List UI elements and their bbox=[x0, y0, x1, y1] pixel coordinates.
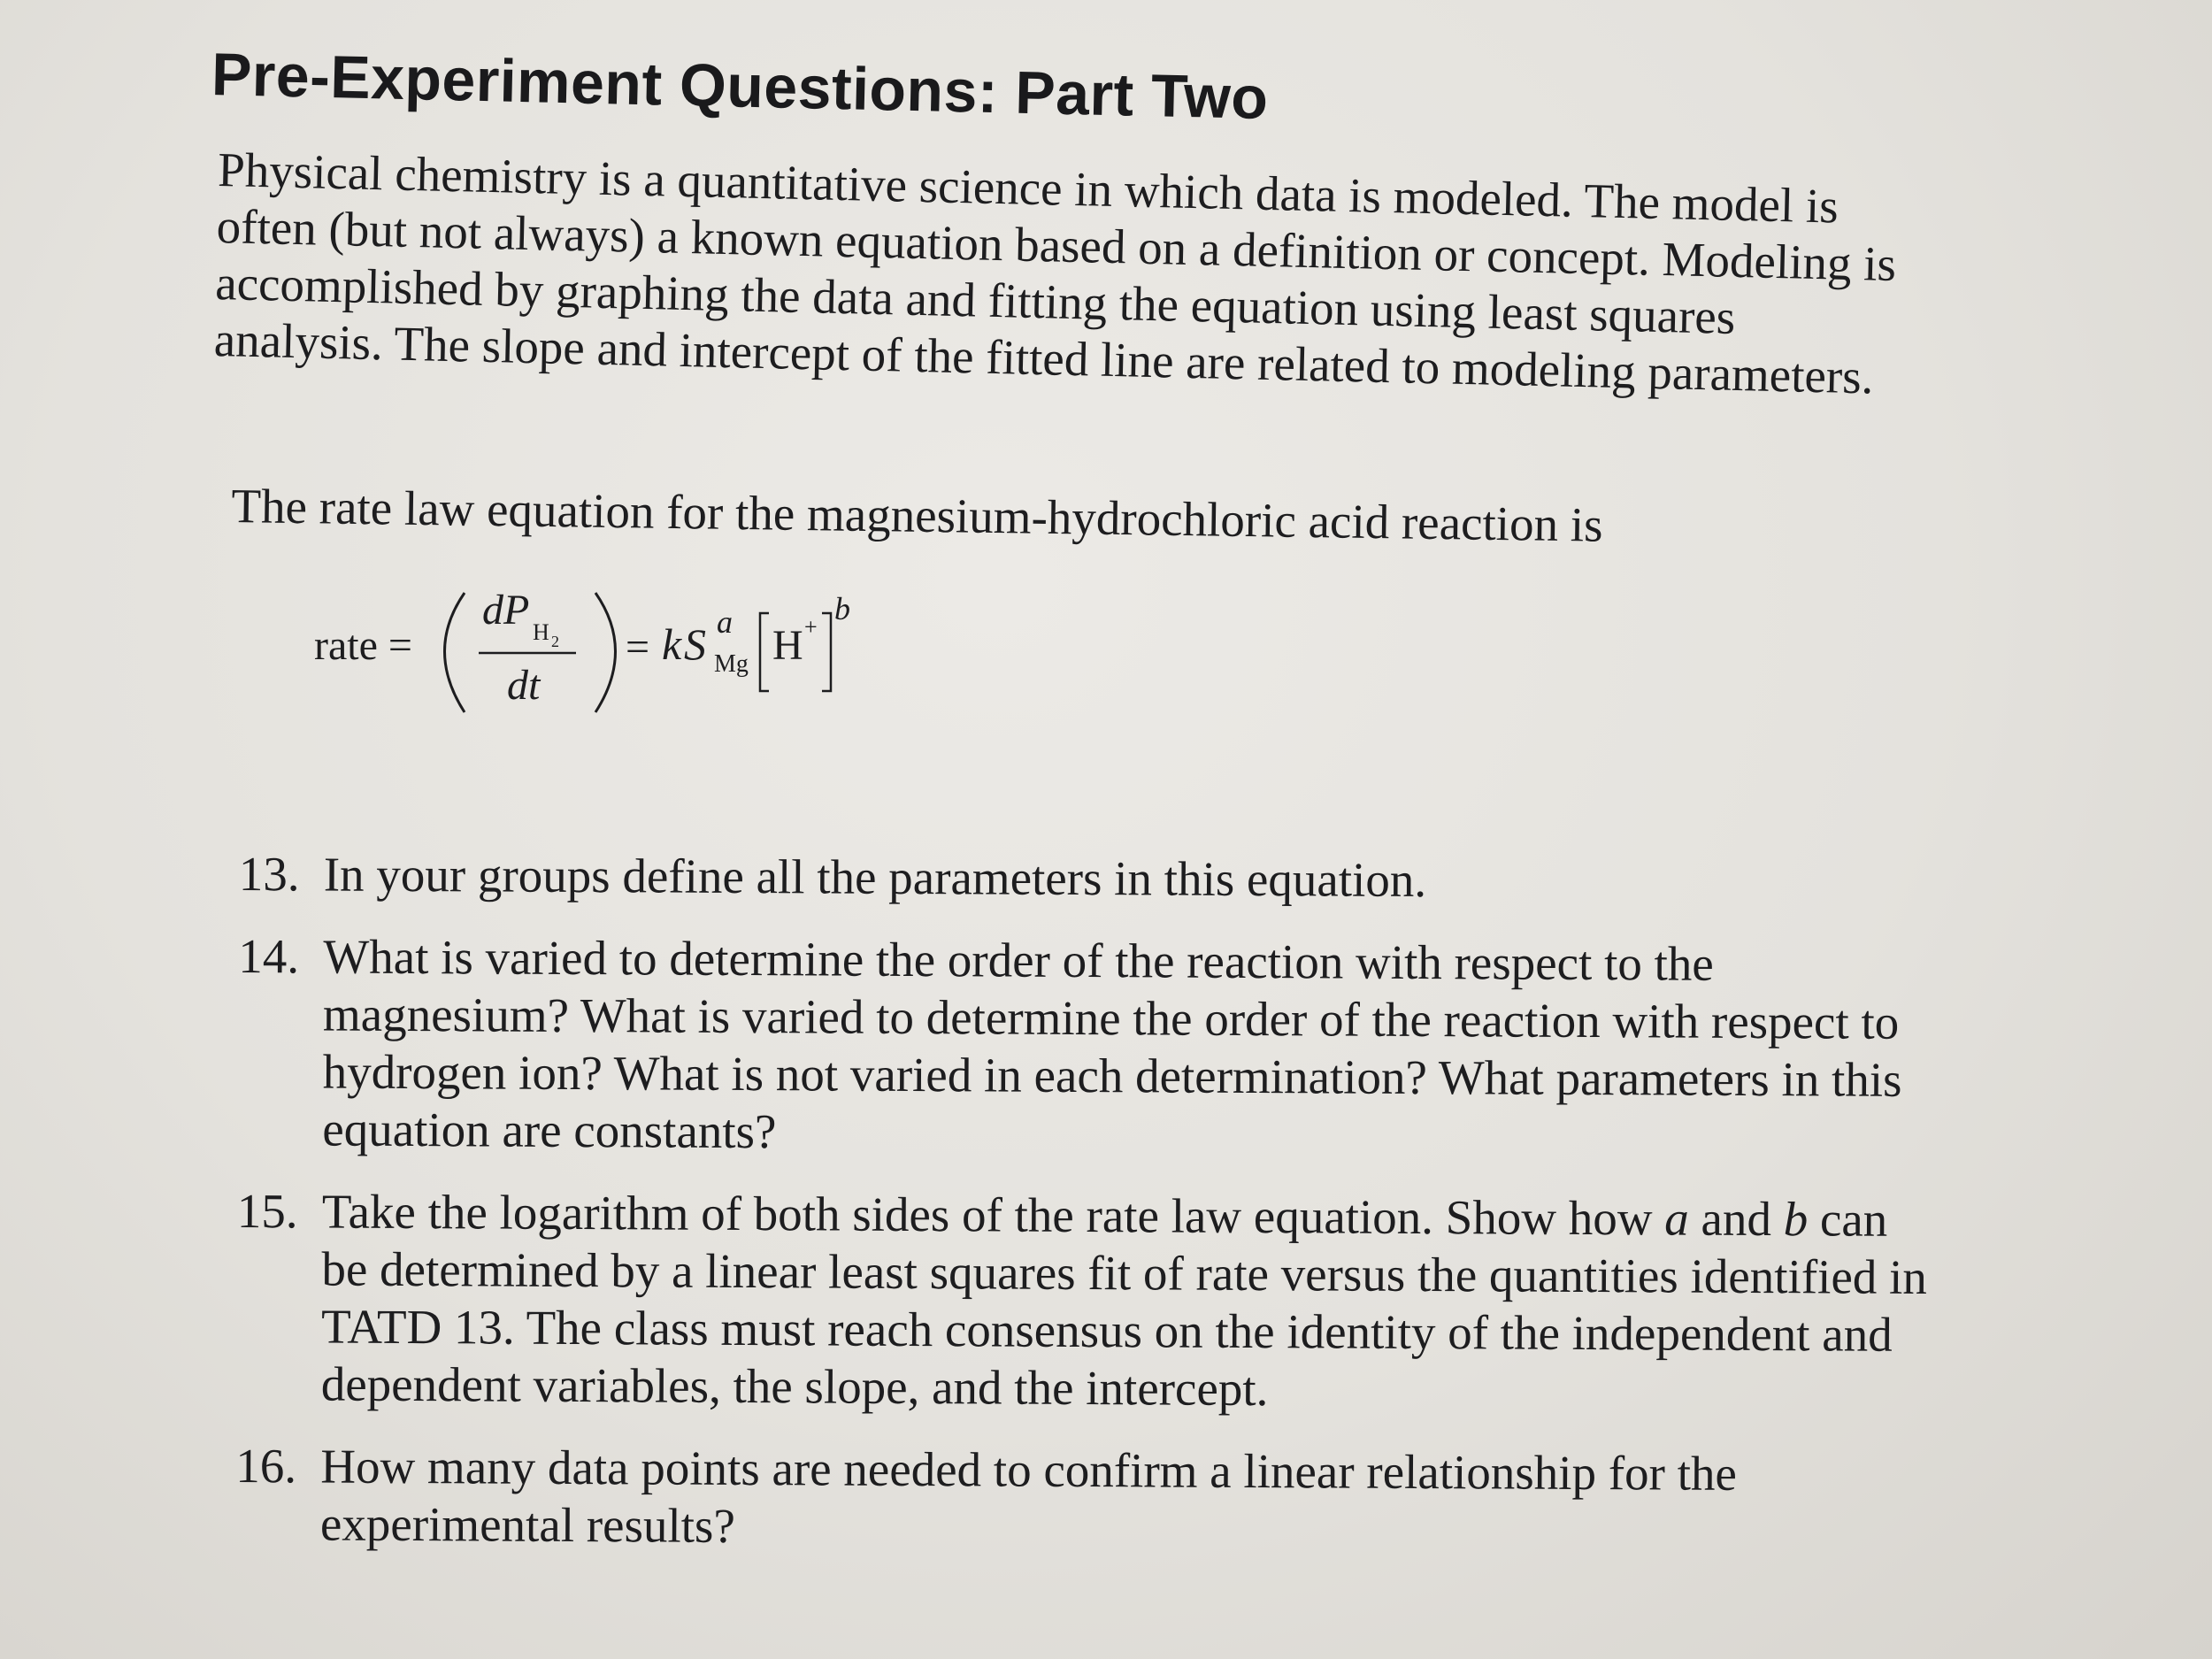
question-number: 14. bbox=[238, 928, 300, 984]
question-text bbox=[321, 1184, 1927, 1416]
question-text: In your groups define all the parameters in this equation. bbox=[323, 847, 1427, 908]
page-title: Pre-Experiment Questions: Part Two bbox=[211, 40, 1270, 133]
left-bracket bbox=[760, 613, 769, 691]
hydrogen-h: H bbox=[772, 622, 803, 669]
variable-a: a bbox=[1664, 1191, 1689, 1246]
equation-lhs: rate = bbox=[314, 622, 412, 669]
denominator-dt: dt bbox=[507, 662, 541, 709]
subscript-mg: Mg bbox=[714, 650, 749, 678]
question-text: How many data points are needed to confirm a linear relationship for the experimental results? bbox=[319, 1439, 1738, 1553]
question-text-part: and bbox=[1688, 1191, 1784, 1247]
right-bracket bbox=[822, 613, 831, 691]
rate-law-intro: The rate law equation for the magnesium-hydrochloric acid reaction is bbox=[231, 478, 1603, 552]
question-number: 13. bbox=[238, 847, 300, 902]
exponent-b: b bbox=[834, 591, 850, 626]
numerator-dp: dP bbox=[482, 587, 530, 634]
charge-plus: + bbox=[804, 614, 818, 640]
exponent-a: a bbox=[717, 604, 733, 640]
question-16 bbox=[235, 1437, 1935, 1561]
rate-constant-k: k bbox=[662, 619, 682, 669]
rate-law-equation bbox=[314, 571, 1022, 730]
intro-paragraph: Physical chemistry is a quantitative science in which data is modeled. The model is often (but not always) a known equation based on a definition or concept. Modeling is accomplished by graphing the data and fitting the equation using least squares analysis. The slope and intercept of the fitted line are related to modeling parameters. bbox=[213, 142, 1897, 404]
question-list bbox=[235, 845, 1938, 1586]
question-text-part: Take the logarithm of both sides of the rate law equation. Show how bbox=[321, 1184, 1665, 1246]
question-15 bbox=[236, 1182, 1936, 1421]
question-13 bbox=[239, 845, 1938, 911]
surface-s: S bbox=[684, 619, 706, 669]
left-parenthesis bbox=[445, 593, 465, 712]
question-text: What is varied to determine the order of the reaction with respect to the magnesium? What is varied to determine the order of the reaction with respect to hydrogen ion? What is not varied in each determination? What parameters in this equation are constants? bbox=[322, 929, 1902, 1159]
equation-equals: = bbox=[626, 624, 650, 671]
question-text-part: can be determined by a linear least squares fit of rate versus the quantities identified in TATD 13. The class must reach consensus on the identity of the independent and dependent variables, the slope, and the intercept. bbox=[320, 1192, 1928, 1417]
right-parenthesis bbox=[595, 593, 616, 712]
numerator-subscript-2: 2 bbox=[551, 633, 559, 650]
variable-b: b bbox=[1783, 1192, 1809, 1247]
numerator-subscript-h: H bbox=[533, 619, 549, 645]
question-14 bbox=[237, 927, 1937, 1166]
question-number: 16. bbox=[235, 1438, 297, 1494]
question-number: 15. bbox=[236, 1183, 298, 1239]
